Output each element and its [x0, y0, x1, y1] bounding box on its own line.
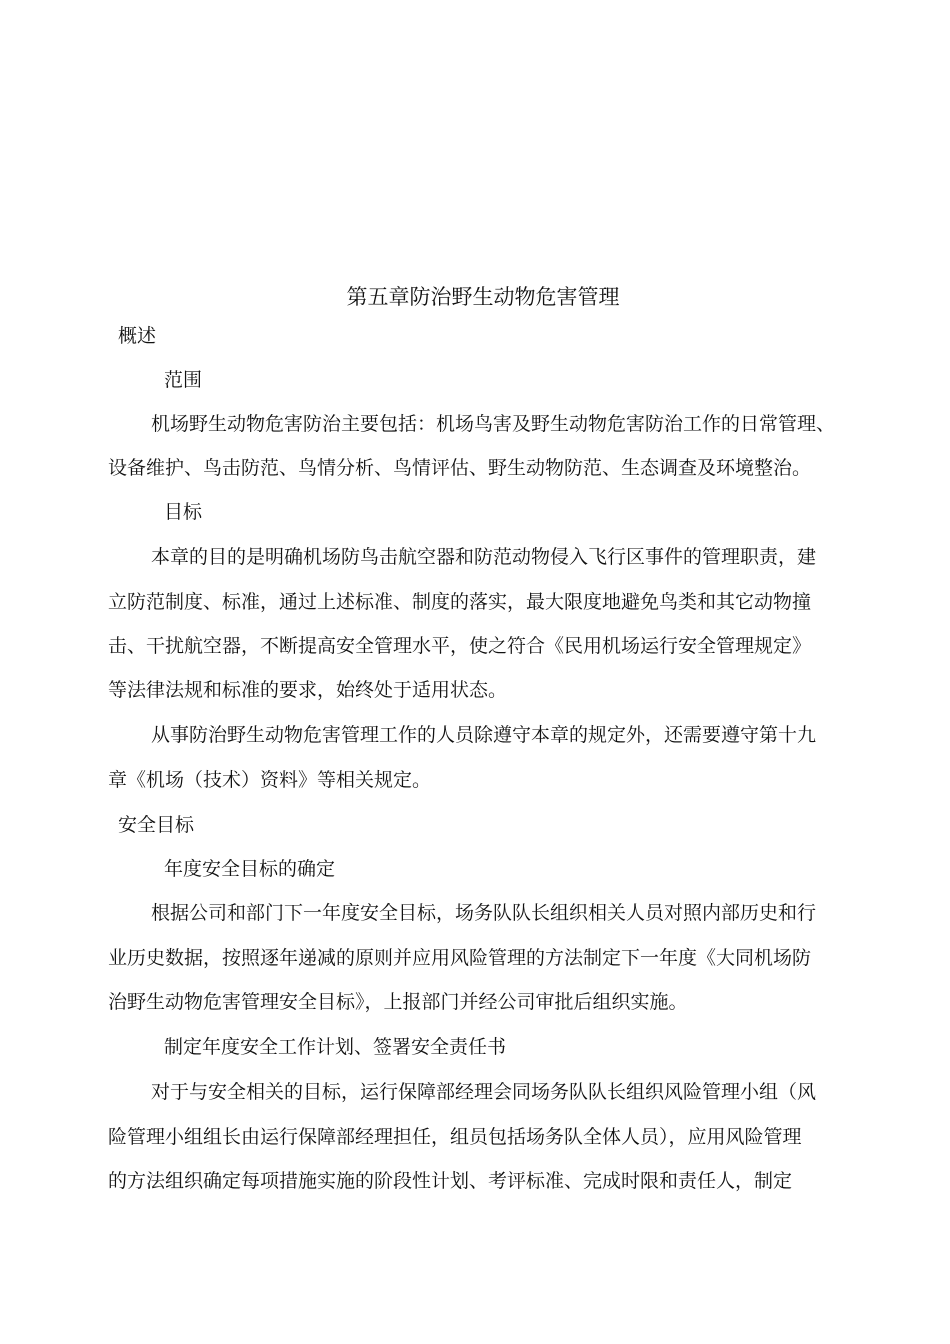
paragraph-line: 击、干扰航空器，不断提高安全管理水平，使之符合《民用机场运行安全管理规定》	[108, 635, 812, 657]
heading-overview: 概述	[118, 325, 157, 347]
heading-scope: 范围	[164, 369, 203, 391]
paragraph-line: 根据公司和部门下一年度安全目标，场务队队长组织相关人员对照内部历史和行	[151, 902, 817, 924]
heading-safety-goal: 安全目标	[118, 814, 195, 836]
paragraph-line: 立防范制度、标准，通过上述标准、制度的落实，最大限度地避免鸟类和其它动物撞	[108, 591, 812, 613]
chapter-title: 第五章防治野生动物危害管理	[346, 285, 620, 309]
paragraph-line: 等法律法规和标准的要求，始终处于适用状态。	[108, 679, 508, 701]
heading-annual-goal: 年度安全目标的确定	[164, 858, 336, 880]
paragraph-line: 险管理小组组长由运行保障部经理担任，组员包括场务队全体人员），应用风险管理	[108, 1126, 802, 1148]
paragraph-line: 机场野生动物危害防治主要包括：机场鸟害及野生动物危害防治工作的日常管理、	[151, 413, 836, 435]
heading-annual-plan: 制定年度安全工作计划、签署安全责任书	[164, 1036, 507, 1058]
paragraph-line: 从事防治野生动物危害管理工作的人员除遵守本章的规定外，还需要遵守第十九	[151, 724, 817, 746]
paragraph-line: 设备维护、鸟击防范、鸟情分析、鸟情评估、野生动物防范、生态调查及环境整治。	[108, 457, 812, 479]
paragraph-line: 治野生动物危害管理安全目标》，上报部门并经公司审批后组织实施。	[108, 991, 688, 1013]
paragraph-line: 章《机场（技术）资料》等相关规定。	[108, 769, 432, 791]
paragraph-line: 本章的目的是明确机场防鸟击航空器和防范动物侵入飞行区事件的管理职责，建	[151, 546, 817, 568]
paragraph-line: 对于与安全相关的目标，运行保障部经理会同场务队队长组织风险管理小组（风	[151, 1081, 817, 1103]
paragraph-line: 业历史数据，按照逐年递减的原则并应用风险管理的方法制定下一年度《大同机场防	[108, 947, 812, 969]
paragraph-line: 的方法组织确定每项措施实施的阶段性计划、考评标准、完成时限和责任人，制定	[108, 1170, 793, 1192]
heading-goal: 目标	[164, 501, 203, 523]
